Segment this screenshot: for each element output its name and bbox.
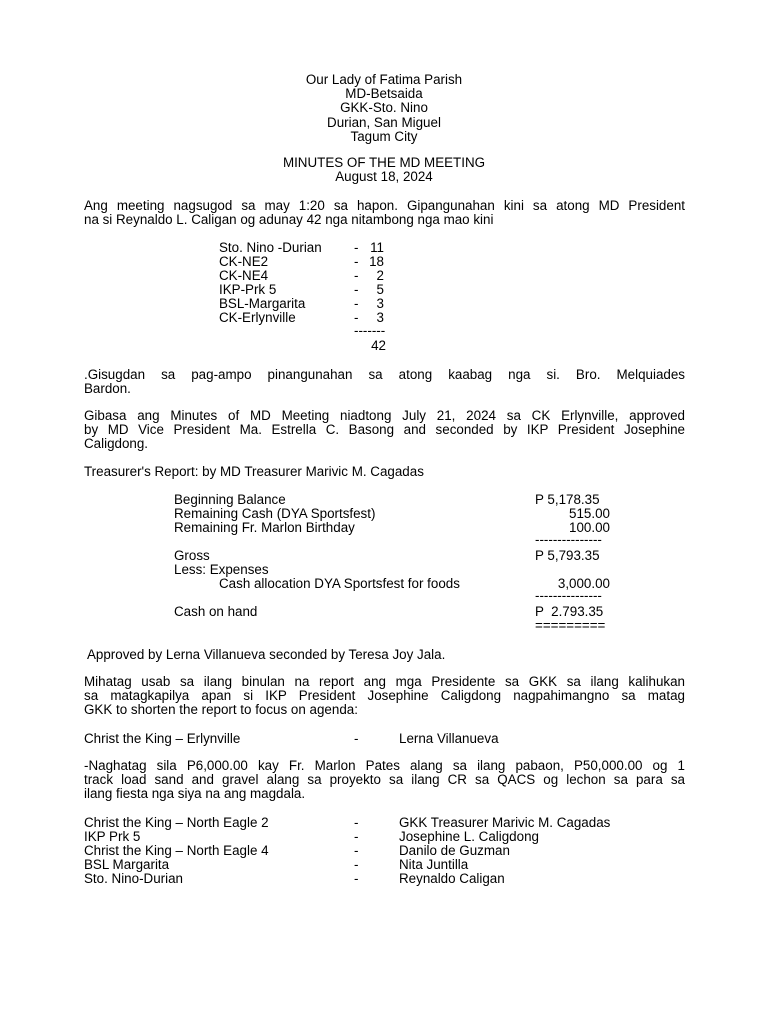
reporter-dash: - bbox=[354, 731, 359, 746]
reporter-group: Christ the King – North Eagle 4 bbox=[84, 843, 269, 858]
header-line-md: MD-Betsaida bbox=[345, 86, 423, 102]
minutes-reading-line-1: Gibasa ang Minutes of MD Meeting niadtong July 21, 2024 sa CK Erlynville, approved bbox=[84, 408, 685, 423]
reporter-person: Lerna Villanueva bbox=[399, 731, 499, 746]
attendance-count: 18 bbox=[369, 254, 384, 269]
header-line-city: Tagum City bbox=[350, 128, 418, 144]
attendance-name: CK-Erlynville bbox=[219, 310, 296, 325]
approval-line: Approved by Lerna Villanueva seconded by Teresa Joy Jala. bbox=[84, 647, 446, 662]
attendance-dash: - bbox=[354, 310, 359, 325]
intro-paragraph bbox=[84, 199, 685, 227]
gross-value: P 5,793.35 bbox=[535, 548, 600, 563]
prayer-line-2: Bardon. bbox=[84, 381, 131, 397]
header-line-parish: Our Lady of Fatima Parish bbox=[305, 72, 463, 87]
parish-header bbox=[0, 73, 768, 144]
reporter-group: IKP Prk 5 bbox=[84, 829, 141, 844]
header-line-gkk: GKK-Sto. Nino bbox=[340, 100, 428, 116]
reporter-group: Sto. Nino-Durian bbox=[84, 871, 183, 886]
beginning-balance-value: P 5,178.35 bbox=[535, 492, 600, 507]
remaining-dya-label: Remaining Cash (DYA Sportsfest) bbox=[174, 506, 376, 521]
reporter-group: Christ the King – North Eagle 2 bbox=[84, 815, 269, 830]
cash-on-hand-value: P 2.793.35 bbox=[535, 604, 604, 619]
attendance-name: BSL-Margarita bbox=[219, 296, 306, 311]
reports-line-2: sa matagkapilya apan si IKP President Josephine Caligdong nagpahimangno sa matag bbox=[84, 688, 685, 704]
intro-line-1: Ang meeting nagsugod sa may 1:20 sa hapon. Gipangunahan kini sa atong MD President bbox=[84, 198, 685, 213]
treasurer-heading: Treasurer's Report: by MD Treasurer Marivic M. Cagadas bbox=[84, 464, 424, 479]
attendance-count: 3 bbox=[376, 310, 384, 325]
reporter-dash: - bbox=[354, 857, 359, 872]
cash-allocation-value: 3,000.00 bbox=[557, 576, 610, 591]
attendance-count: 3 bbox=[376, 296, 384, 311]
attendance-dash: - bbox=[354, 296, 359, 311]
minutes-reading-paragraph bbox=[84, 409, 685, 452]
reporter-person: GKK Treasurer Marivic M. Cagadas bbox=[399, 815, 611, 830]
header-line-location: Durian, San Miguel bbox=[327, 114, 441, 130]
prayer-paragraph bbox=[84, 368, 685, 396]
reporter-person: Reynaldo Caligan bbox=[399, 871, 505, 886]
reporter-group: BSL Margarita bbox=[84, 857, 170, 872]
intro-line-2: na si Reynaldo L. Caligan og adunay 42 nga nitambong nga mao kini bbox=[84, 212, 494, 228]
minutes-title bbox=[0, 156, 768, 184]
remaining-fr-label: Remaining Fr. Marlon Birthday bbox=[174, 520, 355, 535]
cash-allocation-label: Cash allocation DYA Sportsfest for foods bbox=[219, 576, 460, 591]
attendance-dash: - bbox=[354, 240, 359, 255]
donation-line-2: track load sand and gravel alang sa proyekto sa ilang CR sa QACS og lechon sa para sa bbox=[84, 772, 685, 788]
attendance-total: 42 bbox=[371, 338, 386, 353]
reporter-dash: - bbox=[354, 871, 359, 886]
minutes-date: August 18, 2024 bbox=[335, 169, 433, 185]
less-expenses-label: Less: Expenses bbox=[174, 562, 269, 577]
attendance-separator: ------- bbox=[354, 323, 386, 338]
beginning-balance-label: Beginning Balance bbox=[174, 492, 286, 507]
cash-on-hand-double-line: ========= bbox=[535, 618, 606, 633]
minutes-reading-line-3: Caligdong. bbox=[84, 436, 149, 452]
attendance-dash: - bbox=[354, 254, 359, 269]
minutes-reading-line-2: by MD Vice President Ma. Estrella C. Basong and seconded by IKP President Josephine bbox=[84, 422, 685, 438]
reporter-group: Christ the King – Erlynville bbox=[84, 731, 241, 746]
cash-on-hand-separator: --------------- bbox=[535, 588, 602, 603]
reporter-person: Josephine L. Caligdong bbox=[399, 829, 539, 844]
reports-line-1: Mihatag usab sa ilang binulan na report ang mga Presidente sa GKK sa ilang kalihukan bbox=[84, 674, 685, 689]
reporter-dash: - bbox=[354, 829, 359, 844]
minutes-heading: MINUTES OF THE MD MEETING bbox=[282, 155, 486, 170]
prayer-line-1: .Gisugdan sa pag-ampo pinangunahan sa atong kaabag nga si. Bro. Melquiades bbox=[84, 367, 685, 382]
attendance-name: Sto. Nino -Durian bbox=[219, 240, 322, 255]
reporter-dash: - bbox=[354, 815, 359, 830]
attendance-count: 11 bbox=[370, 240, 384, 255]
donation-line-1: -Naghatag sila P6,000.00 kay Fr. Marlon Pates alang sa ilang pabaon, P50,000.00 og 1 bbox=[84, 758, 685, 773]
remaining-dya-value: 515.00 bbox=[569, 506, 610, 521]
reporter-person: Nita Juntilla bbox=[399, 857, 469, 872]
attendance-dash: - bbox=[354, 268, 359, 283]
cash-on-hand-label: Cash on hand bbox=[174, 604, 258, 619]
attendance-name: CK-NE2 bbox=[219, 254, 269, 269]
attendance-dash: - bbox=[354, 282, 359, 297]
gross-separator: --------------- bbox=[535, 532, 602, 547]
attendance-count: 2 bbox=[376, 268, 384, 283]
donation-line-3: ilang fiesta nga siya na ang magdala. bbox=[84, 786, 306, 802]
donation-paragraph bbox=[84, 759, 685, 802]
remaining-fr-value: 100.00 bbox=[569, 520, 610, 535]
attendance-name: IKP-Prk 5 bbox=[219, 282, 277, 297]
reporter-dash: - bbox=[354, 843, 359, 858]
reports-paragraph bbox=[84, 675, 685, 718]
attendance-name: CK-NE4 bbox=[219, 268, 269, 283]
reports-line-3: GKK to shorten the report to focus on agenda: bbox=[84, 702, 358, 718]
reporter-person: Danilo de Guzman bbox=[399, 843, 510, 858]
gross-label: Gross bbox=[174, 548, 210, 563]
attendance-count: 5 bbox=[376, 282, 384, 297]
